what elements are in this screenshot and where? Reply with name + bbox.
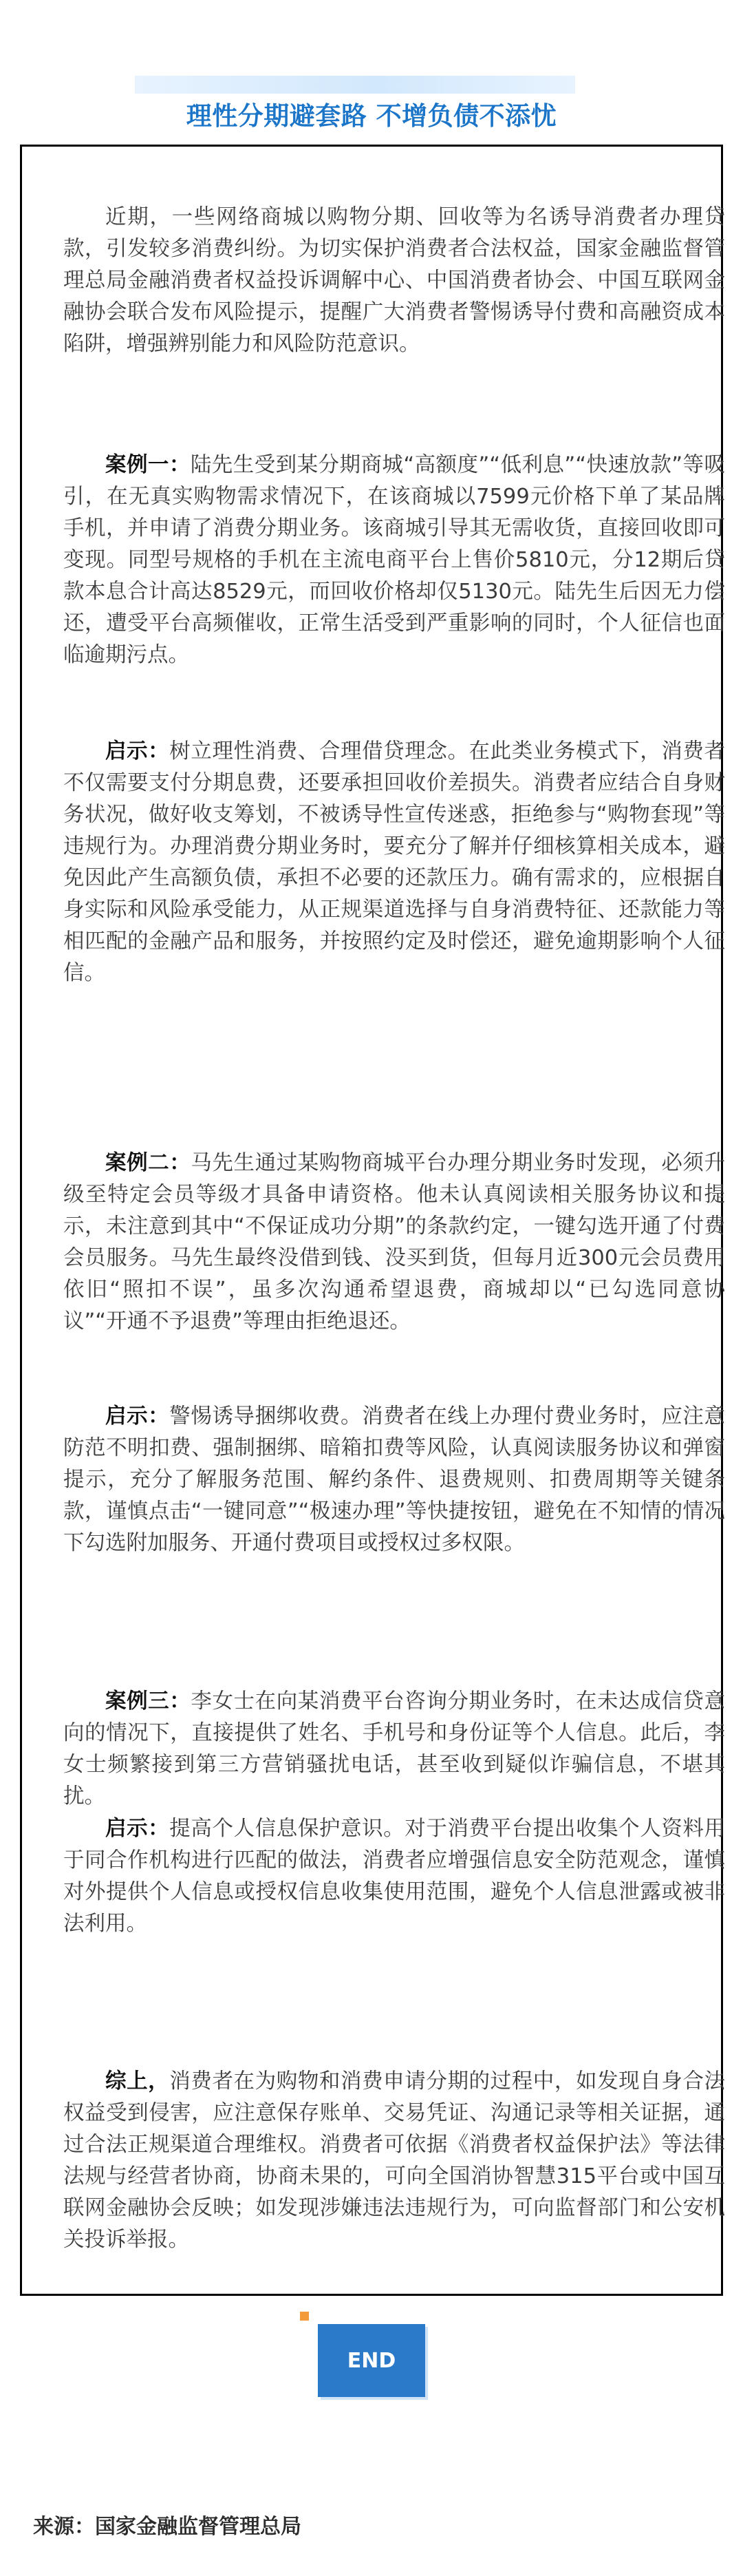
article-content-box <box>20 145 726 2296</box>
case-3-tip-text: 提高个人信息保护意识。对于消费平台提出收集个人资料用于同合作机构进行匹配的做法，消费者应增强信息安全防范观念，谨慎对外提供个人信息或授权信息收集使用范围，避免个人信息泄露或被非法利用。 <box>63 1817 726 1936</box>
end-accent-square <box>300 2312 309 2321</box>
end-badge: END <box>318 2324 425 2397</box>
case-2-label: 案例二： <box>105 1151 191 1175</box>
case-1-tip-label: 启示： <box>105 739 170 763</box>
source-line: 来源：国家金融监督管理总局 <box>33 2515 301 2539</box>
case-3-paragraph <box>63 1686 725 1813</box>
case-1-tip-text: 树立理性消费、合理借贷理念。在此类业务模式下，消费者不仅需要支付分期息费，还要承担回收价差损失。消费者应结合自身财务状况，做好收支筹划，不被诱导性宣传迷惑，拒绝参与“购物套现”等违规行为。办理消费分期业务时，要充分了解并仔细核算相关成本，避免因此产生高额负债，承担不必要的还款压力。确有需求的，应根据自身实际和风险承受能力，从正规渠道选择与自身消费特征、还款能力等相匹配的金融产品和服务，并按照约定及时偿还，避免逾期影响个人征信。 <box>63 739 726 985</box>
case-1-paragraph <box>63 450 725 671</box>
summary-paragraph <box>63 2066 725 2256</box>
intro-paragraph: 近期，一些网络商城以购物分期、回收等为名诱导消费者办理贷款，引发较多消费纠纷。为切实保护消费者合法权益，国家金融监督管理总局金融消费者权益投诉调解中心、中国消费者协会、中国互联网金融协会联合发布风险提示，提醒广大消费者警惕诱导付费和高融资成本陷阱，增强辨别能力和风险防范意识。 <box>63 205 725 356</box>
case-3-text: 李女士在向某消费平台咨询分期业务时，在未达成信贷意向的情况下，直接提供了姓名、手机号和身份证等个人信息。此后，李女士频繁接到第三方营销骚扰电话，甚至收到疑似诈骗信息，不堪其扰。 <box>63 1689 726 1808</box>
case-1-label: 案例一： <box>105 453 191 477</box>
case-1-tip-paragraph <box>63 736 725 989</box>
summary-text: 消费者在为购物和消费申请分期的过程中，如发现自身合法权益受到侵害，应注意保存账单、交易凭证、沟通记录等相关证据，通过合法正规渠道合理维权。消费者可依据《消费者权益保护法》等法律法规与经营者协商，协商未果的，可向全国消协智慧315平台或中国互联网金融协会反映；如发现涉嫌违法违规行为，可向监督部门和公安机关投诉举报。 <box>63 2069 726 2252</box>
case-2-text: 马先生通过某购物商城平台办理分期业务时发现，必须升级至特定会员等级才具备申请资格。他未认真阅读相关服务协议和提示，未注意到其中“不保证成功分期”的条款约定，一键勾选开通了付费会员服务。马先生最终没借到钱、没买到货，但每月近300元会员费用依旧“照扣不误”，虽多次沟通希望退费，商城却以“已勾选同意协议”“开通不予退费”等理由拒绝退还。 <box>63 1151 726 1333</box>
case-1-text: 陆先生受到某分期商城“高额度”“低利息”“快速放款”等吸引，在无真实购物需求情况下，在该商城以7599元价格下单了某品牌手机，并申请了消费分期业务。该商城引导其无需收货，直接回收即可变现。同型号规格的手机在主流电商平台上售价5810元，分12期后贷款本息合计高达8529元，而回收价格却仅5130元。陆先生后因无力偿还，遭受平台高频催收，正常生活受到严重影响的同时，个人征信也面临逾期污点。 <box>63 453 726 667</box>
title-decoration-bar <box>135 76 575 94</box>
case-2-tip-text: 警惕诱导捆绑收费。消费者在线上办理付费业务时，应注意防范不明扣费、强制捆绑、暗箱扣费等风险，认真阅读服务协议和弹窗提示，充分了解服务范围、解约条件、退费规则、扣费周期等关键条款，谨慎点击“一键同意”“极速办理”等快捷按钮，避免在不知情的情况下勾选附加服务、开通付费项目或授权过多权限。 <box>63 1404 726 1555</box>
article-title: 理性分期避套路 不增负债不添忧 <box>186 101 557 131</box>
case-2-tip-label: 启示： <box>105 1404 170 1428</box>
summary-label: 综上， <box>105 2069 170 2093</box>
case-3-tip-paragraph <box>63 1813 725 1940</box>
case-2-tip-paragraph <box>63 1401 725 1559</box>
case-3-label: 案例三： <box>105 1689 191 1713</box>
case-2-paragraph <box>63 1148 725 1338</box>
case-3-tip-label: 启示： <box>105 1817 170 1841</box>
